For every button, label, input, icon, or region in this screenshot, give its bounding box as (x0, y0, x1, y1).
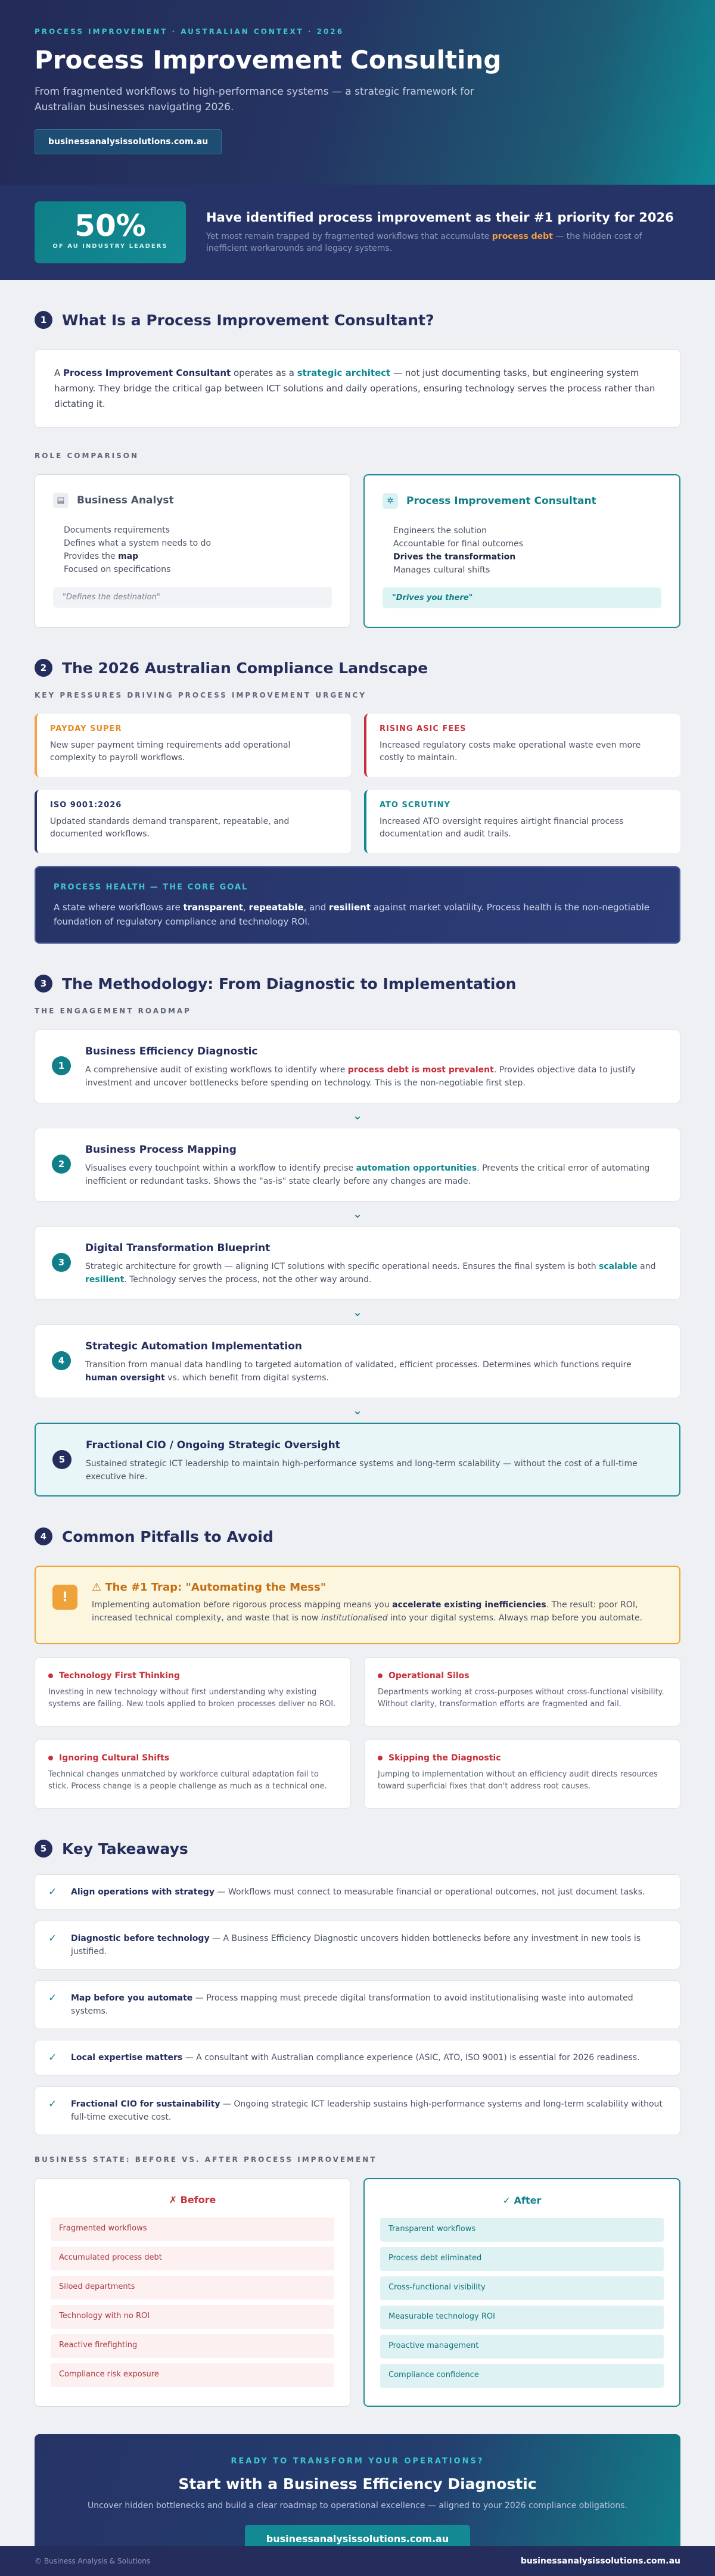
after-item: Cross-functional visibility (380, 2276, 664, 2300)
bullet-icon (378, 1756, 383, 1760)
pitfall-title (48, 1753, 337, 1763)
pitfall-text: Investing in new technology without first understanding why existing systems are failing. New tools applied to broken processes deliver no ROI. (48, 1688, 336, 1709)
business-analyst-title (53, 493, 332, 508)
pitfall-text: Departments working at cross-purposes without cross-functional visibility. Without clarity, transformation efforts are fragmented and fail. (378, 1688, 664, 1709)
trap-emphasis: accelerate existing inefficiencies (392, 1600, 546, 1610)
section-4-title: Common Pitfalls to Avoid (62, 1527, 273, 1545)
check-icon: ✓ (48, 2098, 57, 2110)
after-item: Transparent workflows (380, 2218, 664, 2242)
footer (0, 2546, 715, 2576)
list-item-emphasis: map (118, 552, 139, 561)
health-emphasis: repeatable (248, 902, 304, 913)
pressure-card (364, 790, 680, 853)
section-2-header (35, 659, 680, 677)
step-title: Digital Transformation Blueprint (85, 1242, 271, 1254)
stat-text-pre: Yet most remain trapped by fragmented workflows that accumulate (206, 232, 492, 241)
engagement-roadmap (35, 1029, 680, 1497)
step-text (85, 1162, 662, 1188)
after-item: Compliance confidence (380, 2364, 664, 2388)
step-highlight: resilient (85, 1275, 125, 1284)
before-item: Siloed departments (51, 2276, 334, 2300)
process-health-title: PROCESS HEALTH — THE CORE GOAL (54, 883, 248, 892)
takeaway-title: Map before you automate (71, 1993, 193, 2003)
before-item: Compliance risk exposure (51, 2363, 334, 2387)
trap-callout (35, 1566, 680, 1644)
hero-eyebrow: PROCESS IMPROVEMENT · AUSTRALIAN CONTEXT · 2026 (35, 27, 344, 36)
step-text-part: and (637, 1262, 656, 1271)
hero (0, 0, 715, 185)
pitfall-title-text: Operational Silos (388, 1671, 470, 1681)
section-5-title: Key Takeaways (62, 1840, 188, 1858)
check-icon: ✓ (48, 1992, 57, 2004)
after-item: Process debt eliminated (380, 2247, 664, 2271)
stat-box (35, 201, 186, 263)
arrow-down-icon: ⌄ (352, 1206, 363, 1221)
takeaway-text: — A Business Efficiency Diagnostic uncovers hidden bottlenecks before any investment in new tools is justified. (71, 1934, 641, 1956)
roadmap-step (35, 1324, 680, 1398)
step-text-part: Strategic architecture for growth — aligning ICT solutions with specific operational needs. Ensures the final system is both (85, 1262, 599, 1271)
section-3-header (35, 975, 680, 993)
cta-title: Start with a Business Efficiency Diagnostic (178, 2475, 537, 2493)
step-text-part: Transition from manual data handling to targeted automation of validated, efficient processes. Determines which functions require (85, 1360, 632, 1370)
pressure-title: ISO 9001:2026 (50, 801, 122, 810)
pressure-text: Increased regulatory costs make operational waste even more costly to maintain. (380, 741, 641, 763)
pressure-card (35, 714, 351, 777)
step-title: Business Efficiency Diagnostic (85, 1046, 258, 1057)
check-icon: ✓ (48, 1886, 57, 1898)
takeaway-text: — Workflows must connect to measurable financial or operational outcomes, not just document tasks. (214, 1887, 645, 1897)
step-text (85, 1260, 662, 1286)
step-text-part: Visualises every touchpoint within a workflow to identify precise (85, 1163, 356, 1173)
before-after-kicker: BUSINESS STATE: BEFORE VS. AFTER PROCESS IMPROVEMENT (35, 2155, 377, 2164)
section-5-header (35, 1840, 680, 1858)
hero-url-button[interactable]: businessanalysissolutions.com.au (35, 129, 222, 154)
pressures-kicker: KEY PRESSURES DRIVING PROCESS IMPROVEMENT URGENCY (35, 691, 366, 699)
before-item: Accumulated process debt (51, 2247, 334, 2270)
pressure-card (364, 714, 680, 777)
pressure-text: Increased ATO oversight requires airtight financial process documentation and audit trails. (380, 817, 624, 839)
arrow-down-icon: ⌄ (352, 1403, 363, 1417)
after-column (363, 2178, 680, 2407)
list-item: Manages cultural shifts (393, 565, 490, 575)
step-number: 4 (52, 1351, 71, 1370)
stat-label: OF AU INDUSTRY LEADERS (52, 243, 168, 250)
bullet-icon (378, 1673, 383, 1678)
pressure-text: New super payment timing requirements add operational complexity to payroll workflows. (50, 741, 291, 763)
stat-text (206, 210, 677, 254)
step-number: 5 (52, 1450, 72, 1469)
pressure-title: RISING ASIC FEES (380, 724, 467, 733)
takeaway-item (35, 1980, 680, 2029)
gear-icon: ✲ (383, 493, 398, 509)
arrow-down-icon: ⌄ (352, 1108, 363, 1122)
list-item: Defines what a system needs to do (64, 539, 212, 548)
pressure-text: Updated standards demand transparent, repeatable, and documented workflows. (50, 817, 290, 839)
roadmap-step (35, 1423, 680, 1497)
pitfall-title-text: Ignoring Cultural Shifts (59, 1753, 170, 1763)
health-text: , and (303, 902, 329, 913)
intro-highlight: strategic architect (297, 368, 391, 378)
list-item: Documents requirements (64, 525, 170, 535)
process-health-banner (35, 866, 680, 944)
consultant-title (383, 493, 661, 509)
list-item: Focused on specifications (64, 565, 171, 574)
check-icon: ✓ (48, 1933, 57, 1945)
step-title: Fractional CIO / Ongoing Strategic Oversight (86, 1439, 340, 1451)
step-text (85, 1358, 662, 1385)
footer-copyright: © Business Analysis & Solutions (35, 2557, 151, 2565)
cta-text: Uncover hidden bottlenecks and build a clear roadmap to operational excellence — aligned to your 2026 compliance obligations. (87, 2501, 628, 2510)
business-analyst-label: Business Analyst (77, 494, 174, 506)
takeaways-list (35, 1874, 680, 2135)
consultant-quote: "Drives you there" (383, 587, 661, 608)
pitfall-text: Technical changes unmatched by workforce cultural adaptation fail to stick. Process change is a people challenge as much as a technical one. (48, 1770, 327, 1791)
section-3-title: The Methodology: From Diagnostic to Implementation (62, 975, 517, 993)
bullet-icon (48, 1756, 53, 1760)
role-comparison (35, 474, 680, 628)
step-number: 2 (52, 1155, 71, 1174)
pressure-card (35, 790, 351, 853)
step-highlight: process debt is most prevalent (347, 1065, 494, 1075)
stat-band (0, 185, 715, 280)
step-highlight: scalable (599, 1262, 638, 1271)
step-text-part: A comprehensive audit of existing workflows to identify where (85, 1065, 348, 1075)
section-1-number: 1 (35, 311, 52, 329)
pitfall-card (35, 1657, 351, 1726)
health-text: A state where workflows are (54, 902, 184, 913)
step-text-part: . Prevents the critical error of automating inefficient or redundant tasks. Shows the "as-is" state clearly before any changes are made. (85, 1163, 650, 1186)
intro-text: operates as a (231, 368, 297, 378)
section-3-number: 3 (35, 975, 52, 993)
step-title: Business Process Mapping (85, 1144, 237, 1156)
section-5-number: 5 (35, 1840, 52, 1858)
roadmap-kicker: THE ENGAGEMENT ROADMAP (35, 1007, 191, 1015)
document-icon: ▤ (53, 493, 69, 508)
takeaway-text: — A consultant with Australian compliance experience (ASIC, ATO, ISO 9001) is essential for 2026 readiness. (182, 2053, 640, 2062)
trap-italic: institutionalised (321, 1613, 388, 1623)
step-number: 3 (52, 1253, 71, 1272)
takeaway-text: — Process mapping must precede digital transformation to avoid institutionalising waste into automated systems. (71, 1993, 633, 2016)
takeaway-item (35, 1874, 680, 1910)
section-2-title: The 2026 Australian Compliance Landscape (62, 659, 428, 677)
trap-text-part: . The result: poor ROI, increased technical complexity, and waste that is now (92, 1600, 638, 1623)
step-text: Sustained strategic ICT leadership to maintain high-performance systems and long-term scalability — without the cost of a full-time executive hire. (86, 1459, 638, 1482)
before-title: ✗ Before (169, 2194, 216, 2205)
before-item: Fragmented workflows (51, 2217, 334, 2241)
takeaway-item (35, 2040, 680, 2076)
step-number: 1 (52, 1056, 71, 1075)
bullet-icon (48, 1673, 53, 1678)
intro-card (35, 349, 680, 428)
roadmap-step (35, 1029, 680, 1103)
page-title: Process Improvement Consulting (35, 45, 502, 74)
before-item: Reactive firefighting (51, 2334, 334, 2358)
list-item (64, 550, 332, 563)
roadmap-step (35, 1226, 680, 1300)
after-item: Proactive management (380, 2335, 664, 2359)
health-emphasis: transparent (183, 902, 244, 913)
consultant-card (363, 474, 680, 628)
step-highlight: automation opportunities (356, 1163, 477, 1173)
step-text-part: . Technology serves the process, not the other way around. (124, 1275, 372, 1284)
list-item (393, 550, 661, 564)
pitfall-title (378, 1671, 667, 1681)
stat-heading: Have identified process improvement as their #1 priority for 2026 (206, 210, 674, 225)
trap-text-part: into your digital systems. Always map before you automate. (387, 1613, 643, 1623)
pitfall-title (378, 1753, 667, 1763)
pitfall-title-text: Skipping the Diagnostic (388, 1753, 501, 1763)
before-item: Technology with no ROI (51, 2305, 334, 2329)
pressure-title: PAYDAY SUPER (50, 724, 122, 733)
pitfall-card (364, 1657, 680, 1726)
cta-button[interactable]: businessanalysissolutions.com.au (245, 2525, 471, 2553)
takeaway-item (35, 2086, 680, 2135)
after-title: ✓ After (502, 2195, 542, 2206)
health-text: , (243, 902, 249, 913)
health-text: against market volatility. Process health is the non-negotiable foundation of regulatory compliance and technology ROI. (54, 902, 650, 927)
takeaway-title: Align operations with strategy (71, 1887, 215, 1897)
takeaway-title: Diagnostic before technology (71, 1934, 210, 1943)
takeaway-title: Local expertise matters (71, 2053, 183, 2062)
section-4-header (35, 1527, 680, 1545)
health-emphasis: resilient (329, 902, 371, 913)
consultant-label: Process Improvement Consultant (406, 495, 596, 507)
takeaway-item (35, 1921, 680, 1970)
step-text-part: vs. which benefit from digital systems. (164, 1373, 329, 1383)
step-highlight: human oversight (85, 1373, 165, 1383)
takeaway-text: — Ongoing strategic ICT leadership sustains high-performance systems and long-term scalability without full-time executive cost. (71, 2099, 663, 2122)
pitfall-card (364, 1740, 680, 1809)
section-1-title: What Is a Process Improvement Consultant? (62, 311, 434, 329)
pitfall-title-text: Technology First Thinking (59, 1671, 181, 1681)
after-item: Measurable technology ROI (380, 2306, 664, 2329)
arrow-down-icon: ⌄ (352, 1305, 363, 1319)
section-2-number: 2 (35, 659, 52, 677)
role-comparison-kicker: ROLE COMPARISON (35, 452, 139, 460)
section-4-number: 4 (35, 1527, 52, 1545)
trap-text (92, 1598, 663, 1625)
list-item: Accountable for final outcomes (393, 539, 523, 549)
business-analyst-card (35, 474, 350, 628)
pressure-title: ATO SCRUTINY (380, 801, 450, 810)
consultant-list (383, 524, 661, 577)
pitfall-card (35, 1740, 351, 1809)
trap-text-part: Implementing automation before rigorous process mapping means you (92, 1600, 393, 1610)
step-text-part: . Provides objective data to justify investment and uncover bottlenecks before spending on technology. This is the non-negotiable first step. (85, 1065, 636, 1088)
step-title: Strategic Automation Implementation (85, 1340, 303, 1352)
stat-text-post: — the hidden cost of inefficient workarounds and legacy systems. (206, 232, 642, 253)
business-analyst-quote: "Defines the destination" (53, 587, 332, 608)
cta-kicker: READY TO TRANSFORM YOUR OPERATIONS? (231, 2457, 484, 2466)
intro-text: — not just documenting tasks, but engineering system harmony. They bridge the critical gap between ICT solutions and daily operations, ensuring technology serves the process rather than dictating it. (54, 368, 655, 409)
list-item-emphasis: Drives the transformation (393, 552, 516, 562)
stat-description (206, 231, 677, 254)
roadmap-step (35, 1128, 680, 1202)
section-1-header (35, 311, 680, 329)
list-item: Engineers the solution (393, 526, 487, 536)
warning-icon: ! (52, 1585, 77, 1610)
content (0, 311, 715, 2576)
pressures-grid (35, 714, 680, 853)
pitfalls-grid (35, 1657, 680, 1809)
process-health-text (54, 900, 661, 929)
pitfall-text: Jumping to implementation without an efficiency audit directs resources toward superficial fixes that don't address root causes. (378, 1770, 658, 1791)
takeaway-title: Fractional CIO for sustainability (71, 2099, 220, 2109)
footer-link[interactable]: businessanalysissolutions.com.au (520, 2556, 680, 2566)
before-column (35, 2178, 350, 2407)
pitfall-title (48, 1671, 337, 1681)
stat-value: 50% (74, 209, 146, 243)
hero-subtitle: From fragmented workflows to high-performance systems — a strategic framework for Australian businesses navigating 2026. (35, 86, 474, 113)
before-after-comparison (35, 2178, 680, 2407)
list-item-text: Provides the (64, 552, 119, 561)
check-icon: ✓ (48, 2052, 57, 2064)
business-analyst-list (53, 524, 332, 576)
stat-highlight: process debt (492, 232, 553, 241)
step-text (85, 1063, 662, 1090)
trap-title: ⚠ The #1 Trap: "Automating the Mess" (92, 1581, 327, 1594)
intro-term: Process Improvement Consultant (63, 368, 231, 378)
intro-text: A (54, 368, 64, 378)
